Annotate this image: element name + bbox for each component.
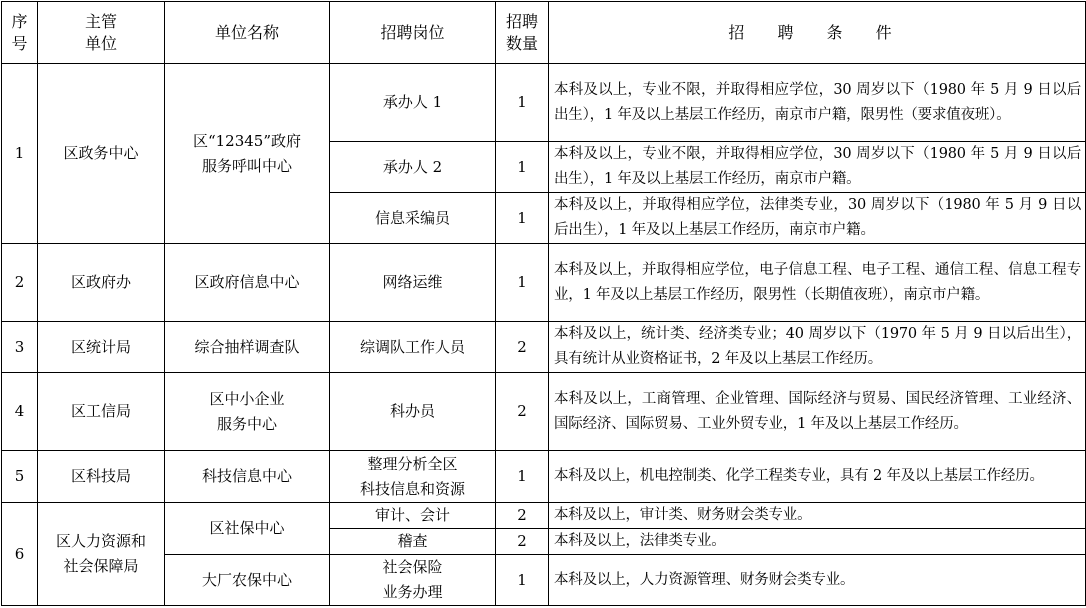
header-dept: 主管 单位 — [38, 2, 165, 64]
cell-conditions: 本科及以上，审计类、财务财会类专业。 — [549, 503, 1086, 529]
cell-conditions: 本科及以上，并取得相应学位，法律类专业，30 周岁以下（1980 年 5 月 9 日以后出生），1 年及以上基层工作经历，南京市户籍。 — [549, 193, 1086, 244]
header-count: 招聘 数量 — [496, 2, 549, 64]
cell-post: 审计、会计 — [330, 503, 496, 529]
cell-seq: 4 — [2, 373, 38, 451]
table-row — [2, 322, 1086, 373]
cell-conditions: 本科及以上，专业不限，并取得相应学位，30 周岁以下（1980 年 5 月 9 日以后出生），1 年及以上基层工作经历，南京市户籍。 — [549, 142, 1086, 193]
cell-post: 承办人 1 — [330, 64, 496, 142]
table-row — [2, 64, 1086, 142]
table-row — [2, 451, 1086, 503]
cell-count: 1 — [496, 193, 549, 244]
table-row — [2, 555, 1086, 606]
cell-post: 整理分析全区 科技信息和资源 — [330, 451, 496, 503]
cell-count: 2 — [496, 529, 549, 555]
cell-seq: 3 — [2, 322, 38, 373]
cell-unit: 区“12345”政府 服务呼叫中心 — [165, 64, 330, 244]
table-row — [2, 373, 1086, 451]
cell-unit: 大厂农保中心 — [165, 555, 330, 606]
cell-seq: 6 — [2, 503, 38, 606]
cell-conditions: 本科及以上，工商管理、企业管理、国际经济与贸易、国民经济管理、工业经济、国际经济、国际贸易、工业外贸专业，1 年及以上基层工作经历。 — [549, 373, 1086, 451]
cell-seq: 2 — [2, 244, 38, 322]
recruitment-table — [1, 1, 1086, 606]
cell-post: 科办员 — [330, 373, 496, 451]
cell-dept: 区科技局 — [38, 451, 165, 503]
cell-conditions: 本科及以上，并取得相应学位，电子信息工程、电子工程、通信工程、信息工程专业，1 年及以上基层工作经历，限男性（长期值夜班），南京市户籍。 — [549, 244, 1086, 322]
cell-unit: 区社保中心 — [165, 503, 330, 555]
cell-dept: 区工信局 — [38, 373, 165, 451]
cell-count: 1 — [496, 451, 549, 503]
header-seq: 序 号 — [2, 2, 38, 64]
cell-conditions: 本科及以上，法律类专业。 — [549, 529, 1086, 555]
cell-dept: 区政务中心 — [38, 64, 165, 244]
cell-conditions: 本科及以上，统计类、经济类专业；40 周岁以下（1970 年 5 月 9 日以后出生），具有统计从业资格证书，2 年及以上基层工作经历。 — [549, 322, 1086, 373]
cell-post: 信息采编员 — [330, 193, 496, 244]
cell-dept: 区统计局 — [38, 322, 165, 373]
cell-post: 承办人 2 — [330, 142, 496, 193]
cell-count: 2 — [496, 373, 549, 451]
cell-post: 稽查 — [330, 529, 496, 555]
cell-count: 1 — [496, 142, 549, 193]
cell-unit: 区政府信息中心 — [165, 244, 330, 322]
header-unit: 单位名称 — [165, 2, 330, 64]
cell-count: 1 — [496, 244, 549, 322]
cell-post: 综调队工作人员 — [330, 322, 496, 373]
header-conditions: 招 聘 条 件 — [549, 2, 1086, 64]
table-row — [2, 244, 1086, 322]
cell-unit: 科技信息中心 — [165, 451, 330, 503]
cell-dept: 区政府办 — [38, 244, 165, 322]
cell-conditions: 本科及以上，机电控制类、化学工程类专业，具有 2 年及以上基层工作经历。 — [549, 451, 1086, 503]
cell-dept: 区人力资源和 社会保障局 — [38, 503, 165, 606]
header-row — [2, 2, 1086, 64]
cell-count: 1 — [496, 555, 549, 606]
cell-post: 社会保险 业务办理 — [330, 555, 496, 606]
header-post: 招聘岗位 — [330, 2, 496, 64]
cell-count: 1 — [496, 64, 549, 142]
cell-seq: 1 — [2, 64, 38, 244]
cell-unit: 区中小企业 服务中心 — [165, 373, 330, 451]
cell-seq: 5 — [2, 451, 38, 503]
cell-count: 2 — [496, 503, 549, 529]
cell-count: 2 — [496, 322, 549, 373]
cell-post: 网络运维 — [330, 244, 496, 322]
cell-conditions: 本科及以上，专业不限，并取得相应学位，30 周岁以下（1980 年 5 月 9 日以后出生），1 年及以上基层工作经历，南京市户籍，限男性（要求值夜班）。 — [549, 64, 1086, 142]
cell-conditions: 本科及以上，人力资源管理、财务财会类专业。 — [549, 555, 1086, 606]
cell-unit: 综合抽样调查队 — [165, 322, 330, 373]
table-row — [2, 503, 1086, 529]
